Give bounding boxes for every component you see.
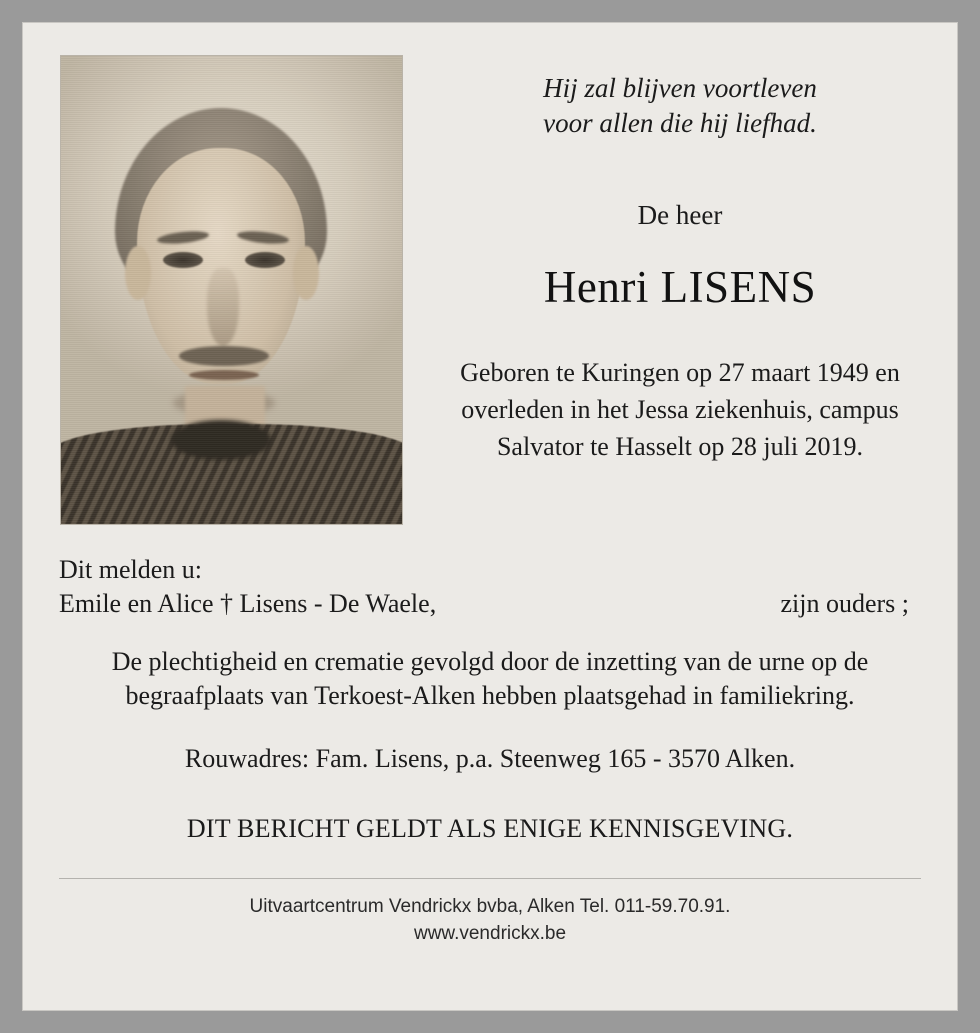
portrait-ear-right — [293, 246, 319, 300]
portrait-column — [23, 55, 443, 525]
verse-line-2: voor allen die hij liefhad. — [543, 107, 817, 138]
birth-death-details: Geboren te Kuringen op 27 maart 1949 en overleden in het Jessa ziekenhuis, campus Salvator te Hasselt op 28 juli 2019. — [460, 358, 900, 461]
memorial-card — [22, 22, 958, 1011]
relative-names: Emile en Alice † Lisens - De Waele, — [59, 589, 437, 618]
deceased-name: Henri LISENS — [543, 262, 817, 313]
portrait-photo — [60, 55, 403, 525]
mourning-address: Rouwadres: Fam. Lisens, p.a. Steenweg 165 - 3570 Alken. — [184, 743, 796, 773]
relative-relation: zijn ouders ; — [780, 589, 909, 618]
header-text-column — [443, 55, 957, 466]
memorial-verse — [443, 71, 917, 140]
honorific-title: De heer — [637, 200, 723, 231]
portrait-clothing — [60, 424, 403, 525]
funeral-home-website[interactable]: www.vendrickx.be — [413, 923, 567, 945]
verse-line-1: Hij zal blijven voortleven — [543, 73, 817, 103]
ceremony-text: De plechtigheid en crematie gevolgd door de inzetting van de urne op de begraafplaats van Terkoest-Alken hebben plaatsgehad in familiekring. — [111, 647, 869, 711]
announcement-lead: Dit melden u: — [59, 555, 202, 584]
memorial-card-inner — [23, 23, 957, 1010]
funeral-home-contact: Uitvaartcentrum Vendrickx bvba, Alken Tel. 011-59.70.91. — [249, 895, 731, 917]
portrait-eye-left — [163, 252, 203, 268]
sole-notice-text: DIT BERICHT GELDT ALS ENIGE KENNISGEVING. — [186, 813, 794, 843]
footer-divider — [59, 878, 921, 879]
top-section — [23, 23, 957, 525]
portrait-mouth — [189, 370, 259, 380]
relatives-row — [59, 589, 921, 619]
funeral-home-footer — [23, 893, 957, 948]
portrait-ear-left — [125, 246, 151, 300]
portrait-moustache — [179, 346, 269, 366]
portrait-eye-right — [245, 252, 285, 268]
body-section — [23, 525, 957, 844]
portrait-nose — [207, 268, 239, 346]
